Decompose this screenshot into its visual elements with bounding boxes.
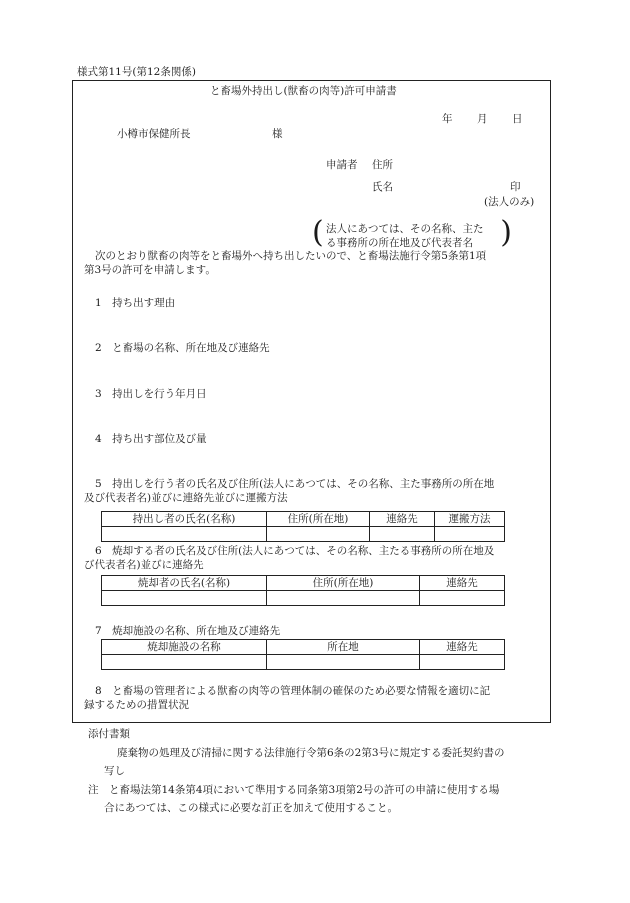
item-1: 1 持ち出す理由 <box>95 297 176 309</box>
incinerator-table <box>101 575 505 606</box>
note-line-1: 注 と畜場法第14条第4項において準用する同条第3項第2号の許可の申請に使用する場 <box>88 784 500 796</box>
address-label: 住所 <box>372 159 393 171</box>
item-6-line-1: 6 焼却する者の氏名及び住所(法人にあつては、その名称、主たる事務所の所在地及 <box>95 545 495 557</box>
table-header: 所在地 <box>267 640 420 655</box>
item-5-line-2: 及び代表者名)並びに連絡先並びに運搬方法 <box>84 492 288 504</box>
table-cell[interactable] <box>420 591 505 606</box>
table-row <box>102 640 505 655</box>
table-header: 焼却者の氏名(名称) <box>102 576 267 591</box>
table-cell[interactable] <box>102 655 267 670</box>
date-day: 日 <box>512 113 523 125</box>
intro-line-1: 次のとおり獣畜の肉等をと畜場外へ持ち出したいので、と畜場法施行令第5条第1項 <box>95 250 487 262</box>
item-6-line-2: び代表者名)並びに連絡先 <box>84 559 204 571</box>
addressee: 小樽市保健所長 <box>117 128 191 140</box>
table-row <box>102 576 505 591</box>
left-bracket: ( <box>312 215 324 250</box>
right-bracket: ) <box>500 215 512 250</box>
corporation-note <box>312 215 512 250</box>
attachments-label: 添付書類 <box>88 728 130 740</box>
corporation-note-line-1: 法人にあつては、その名称、主た <box>326 223 484 235</box>
seal-note: (法人のみ) <box>484 196 535 208</box>
name-label: 氏名 <box>372 181 393 193</box>
item-4: 4 持ち出す部位及び量 <box>95 433 207 445</box>
honorific: 様 <box>272 128 283 140</box>
table-cell[interactable] <box>370 527 435 542</box>
table-cell[interactable] <box>435 527 505 542</box>
table-cell[interactable] <box>267 527 370 542</box>
table-row <box>102 512 505 527</box>
item-8-line-1: 8 と畜場の管理者による獣畜の肉等の管理体制の確保のため必要な情報を適切に記 <box>95 685 491 697</box>
table-row <box>102 527 505 542</box>
table-header: 住所(所在地) <box>267 576 420 591</box>
form-number: 様式第11号(第12条関係) <box>77 66 196 78</box>
intro-line-2: 第3号の許可を申請します。 <box>84 264 216 276</box>
table-header: 連絡先 <box>420 576 505 591</box>
item-8-line-2: 録するための措置状況 <box>84 699 189 711</box>
date-year: 年 <box>442 113 453 125</box>
table-cell[interactable] <box>267 655 420 670</box>
table-cell[interactable] <box>267 591 420 606</box>
table-header: 運搬方法 <box>435 512 505 527</box>
table-row <box>102 591 505 606</box>
form-title: と畜場外持出し(獣畜の肉等)許可申請書 <box>210 85 397 97</box>
table-header: 連絡先 <box>420 640 505 655</box>
facility-table <box>101 639 505 670</box>
corporation-note-line-2: る事務所の所在地及び代表者名 <box>326 237 473 249</box>
applicant-label: 申請者 <box>326 159 358 171</box>
item-5-line-1: 5 持出しを行う者の氏名及び住所(法人にあつては、その名称、主た事務所の所在地 <box>95 478 495 490</box>
table-header: 住所(所在地) <box>267 512 370 527</box>
note-line-2: 合にあつては、この様式に必要な訂正を加えて使用すること。 <box>104 802 398 814</box>
table-header: 持出し者の氏名(名称) <box>102 512 267 527</box>
date-month: 月 <box>477 113 488 125</box>
table-header: 焼却施設の名称 <box>102 640 267 655</box>
attachment-line-2: 写し <box>104 765 125 777</box>
table-header: 連絡先 <box>370 512 435 527</box>
item-3: 3 持出しを行う年月日 <box>95 388 207 400</box>
item-7: 7 焼却施設の名称、所在地及び連絡先 <box>95 625 281 637</box>
table-cell[interactable] <box>102 527 267 542</box>
transport-table <box>101 511 505 542</box>
attachment-line-1: 廃棄物の処理及び清掃に関する法律施行令第6条の2第3号に規定する委託契約書の <box>117 747 505 759</box>
table-cell[interactable] <box>420 655 505 670</box>
item-2: 2 と畜場の名称、所在地及び連絡先 <box>95 342 270 354</box>
table-cell[interactable] <box>102 591 267 606</box>
table-row <box>102 655 505 670</box>
seal-mark: 印 <box>510 181 521 193</box>
